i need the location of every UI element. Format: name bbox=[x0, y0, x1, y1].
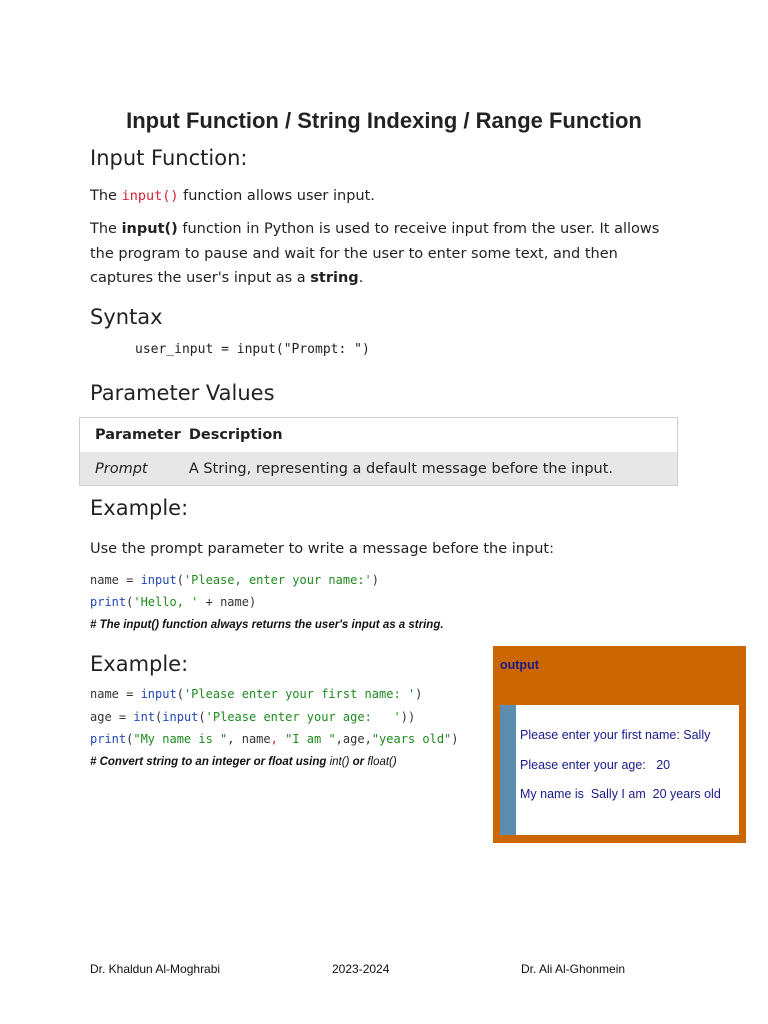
table-cell-desc: A String, representing a default message before the input. bbox=[189, 452, 678, 486]
table-row bbox=[80, 452, 678, 486]
output-line-2: Please enter your age: 20 bbox=[520, 758, 671, 772]
intro-paragraph bbox=[90, 184, 690, 209]
code-string: "I am " bbox=[277, 732, 336, 746]
intro-text-pre: The bbox=[90, 188, 122, 204]
table-header-description: Description bbox=[189, 418, 678, 453]
note-float: float() bbox=[367, 756, 397, 768]
code-token: name = bbox=[90, 573, 141, 587]
footer-left: Dr. Khaldun Al-Moghrabi bbox=[90, 962, 221, 976]
example-2-code-line-3 bbox=[90, 732, 459, 746]
section-heading-input-function: Input Function: bbox=[90, 146, 248, 170]
code-keyword: print bbox=[90, 732, 127, 746]
section-heading-example-2: Example: bbox=[90, 652, 189, 676]
section-heading-syntax: Syntax bbox=[90, 305, 163, 329]
inline-code-input: input() bbox=[121, 188, 179, 204]
example-2-code-line-2 bbox=[90, 710, 415, 724]
example-2-note bbox=[90, 756, 397, 768]
code-keyword: int bbox=[133, 710, 156, 724]
section-heading-parameter-values: Parameter Values bbox=[90, 381, 275, 405]
example-1-intro: Use the prompt parameter to write a message before the input: bbox=[90, 541, 554, 557]
code-token: ) bbox=[415, 687, 423, 701]
output-side-bar bbox=[500, 705, 516, 835]
intro-text-post: function allows user input. bbox=[178, 188, 375, 204]
syntax-code: user_input = input("Prompt: ") bbox=[135, 342, 370, 357]
code-token: ( bbox=[198, 710, 206, 724]
output-line-1: Please enter your first name: Sally bbox=[520, 728, 711, 742]
code-token: ( bbox=[176, 573, 184, 587]
code-token: ) bbox=[451, 732, 459, 746]
code-string: 'Hello, ' bbox=[133, 595, 199, 609]
code-string: "My name is " bbox=[133, 732, 228, 746]
code-string: 'Please enter your age: ' bbox=[205, 710, 401, 724]
code-token: ,age, bbox=[335, 732, 372, 746]
note-text: or bbox=[349, 756, 368, 768]
code-keyword: input bbox=[162, 710, 199, 724]
output-label: output bbox=[500, 658, 539, 672]
footer-center: 2023-2024 bbox=[332, 962, 390, 976]
description-paragraph bbox=[90, 217, 680, 291]
code-token: )) bbox=[400, 710, 416, 724]
example-1-note: # The input() function always returns the user's input as a string. bbox=[90, 619, 444, 631]
table-header-row bbox=[80, 418, 678, 453]
desc-bold-input: input() bbox=[121, 221, 178, 237]
section-heading-example-1: Example: bbox=[90, 496, 189, 520]
note-int: int() bbox=[329, 756, 350, 768]
example-1-code-line-1 bbox=[90, 573, 379, 587]
page-title: Input Function / String Indexing / Range Function bbox=[126, 108, 642, 133]
code-token: ( bbox=[126, 732, 134, 746]
output-line-3: My name is Sally I am 20 years old bbox=[520, 787, 721, 801]
table-cell-param: Prompt bbox=[80, 452, 189, 486]
code-token: ( bbox=[155, 710, 163, 724]
example-1-code-line-2 bbox=[90, 595, 256, 609]
desc-text-end: . bbox=[358, 270, 364, 286]
desc-text-mid: function in Python is used to receive input from the user. It allows the program to pause and wait for the user to enter some text, and then captures the user's input as a bbox=[90, 221, 660, 286]
code-token: , bbox=[270, 732, 278, 746]
code-token: ( bbox=[176, 687, 184, 701]
code-keyword: input bbox=[140, 687, 177, 701]
code-token: ) bbox=[371, 573, 380, 587]
code-string: 'Please, enter your name:' bbox=[183, 573, 372, 587]
desc-bold-string: string bbox=[310, 270, 359, 286]
desc-text-pre: The bbox=[90, 221, 122, 237]
code-keyword: print bbox=[90, 595, 127, 609]
code-token: ( bbox=[126, 595, 134, 609]
code-keyword: input bbox=[140, 573, 177, 587]
code-token: age = bbox=[90, 710, 134, 724]
code-token: , name bbox=[227, 732, 271, 746]
table-header-parameter: Parameter bbox=[80, 418, 189, 453]
note-text: # Convert string to an integer or float using bbox=[90, 756, 330, 768]
parameter-table bbox=[79, 417, 678, 486]
example-2-code-line-1 bbox=[90, 687, 422, 701]
footer-right: Dr. Ali Al-Ghonmein bbox=[521, 962, 626, 976]
code-string: 'Please enter your first name: ' bbox=[183, 687, 416, 701]
code-token: name = bbox=[90, 687, 141, 701]
code-token: + name) bbox=[198, 595, 257, 609]
code-string: "years old" bbox=[371, 732, 452, 746]
